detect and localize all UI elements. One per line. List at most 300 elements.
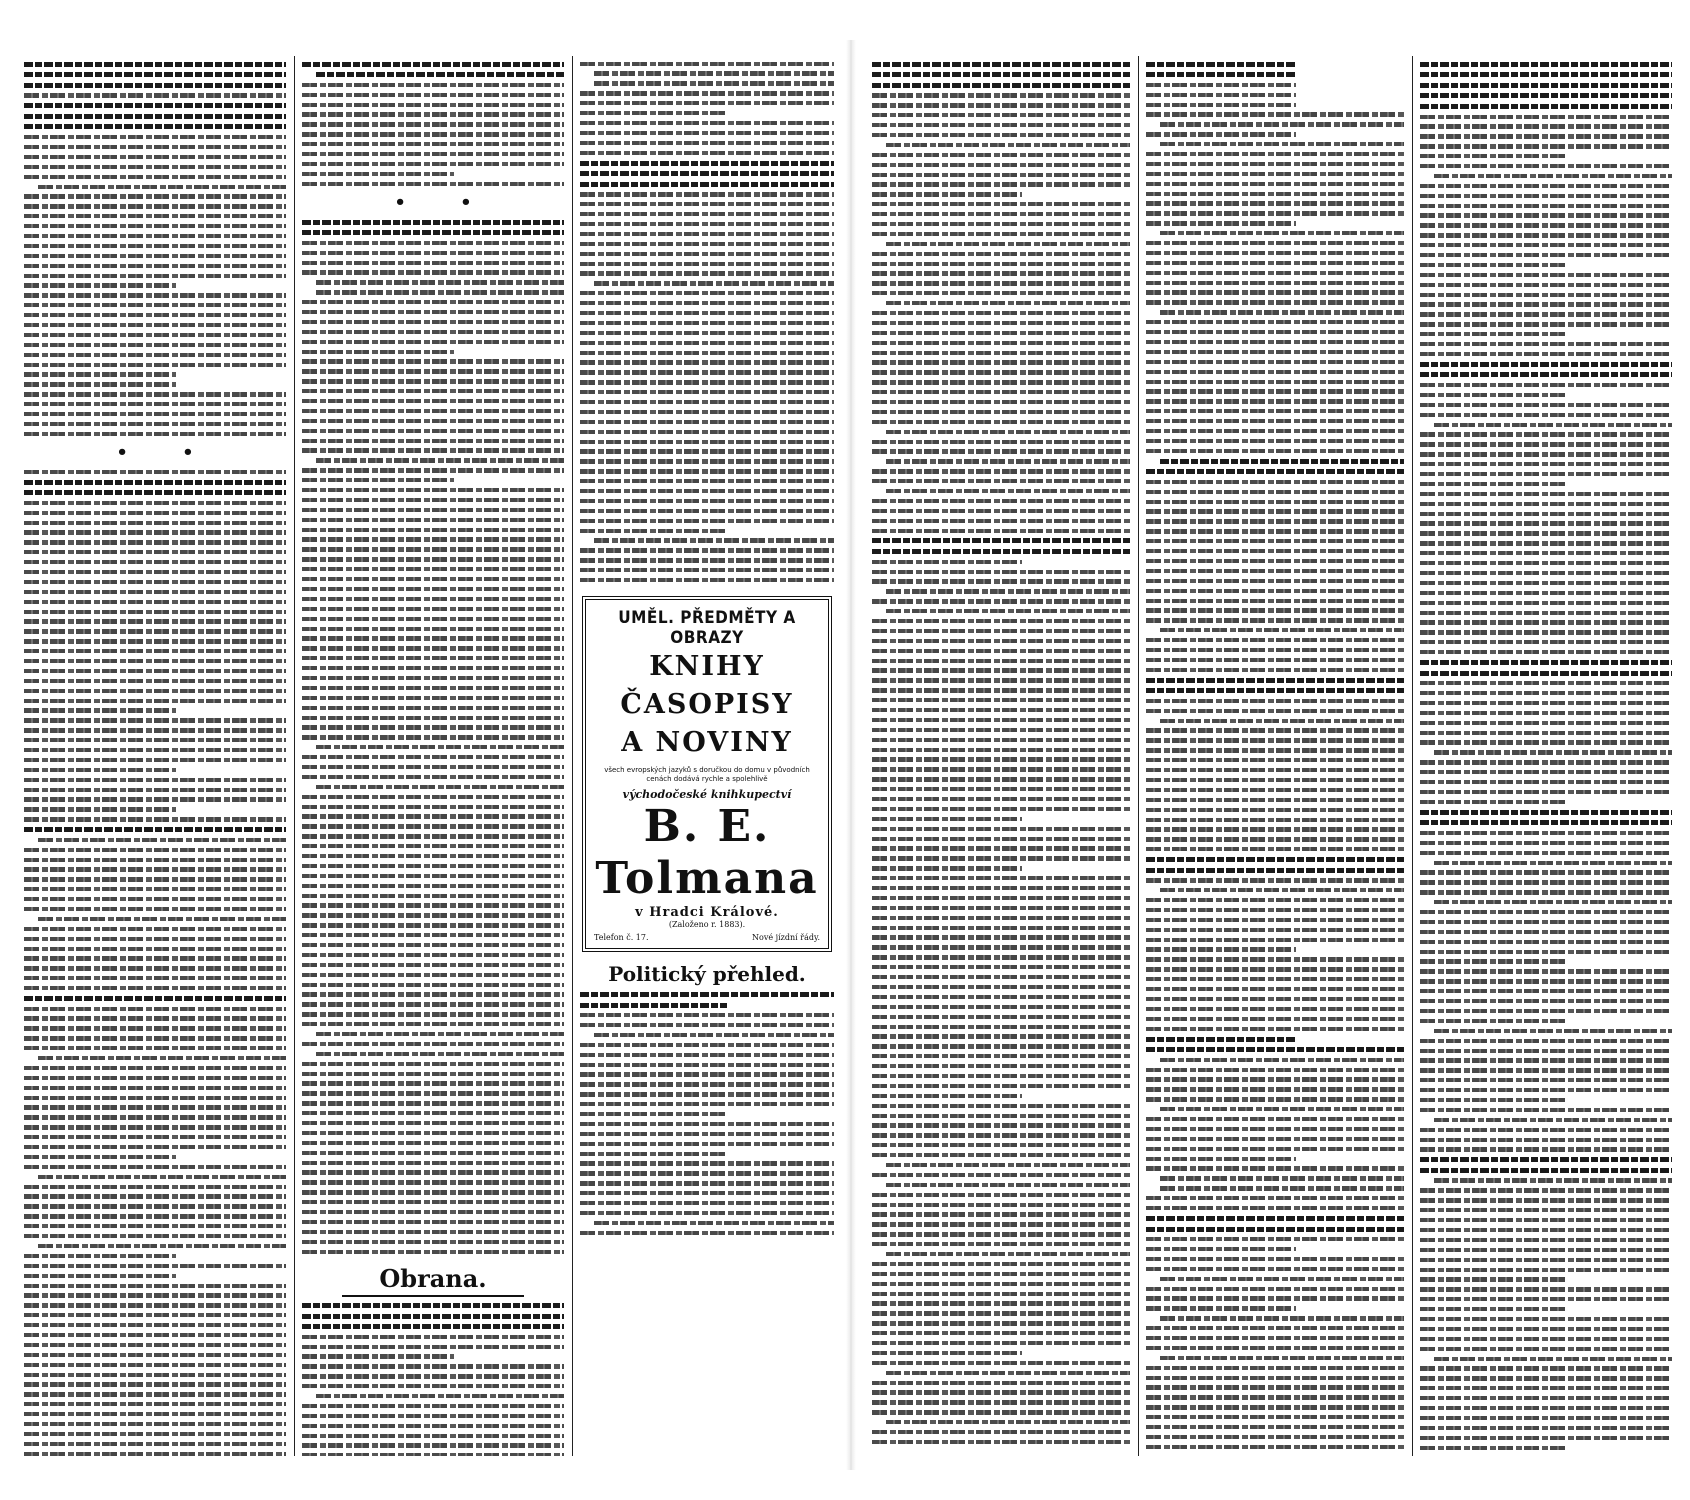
text-line (872, 62, 1130, 67)
text-line (24, 590, 286, 594)
text-line (872, 1361, 1130, 1365)
text-line (872, 1054, 1130, 1058)
text-line (302, 656, 564, 660)
text-line (302, 1012, 564, 1016)
text-line (1420, 492, 1672, 496)
text-line (1420, 959, 1566, 963)
text-line (24, 214, 286, 218)
text-line (1420, 134, 1672, 138)
text-line (580, 222, 834, 226)
text-line (580, 182, 834, 187)
left-page (24, 56, 834, 1456)
text-line (302, 1170, 564, 1174)
text-line (872, 410, 1130, 414)
text-line (24, 293, 286, 297)
text-line (302, 270, 564, 274)
text-line (872, 262, 1130, 266)
text-line (580, 252, 834, 256)
text-line (886, 1420, 1130, 1424)
text-line (302, 1364, 564, 1368)
text-line (1420, 531, 1672, 535)
text-line (24, 1373, 286, 1377)
text-line (1420, 83, 1672, 88)
text-line (302, 468, 564, 472)
text-line (1146, 469, 1404, 474)
text-line (302, 725, 564, 729)
text-line (1420, 591, 1672, 595)
text-line (580, 489, 834, 493)
text-line (24, 1313, 286, 1317)
text-line (872, 935, 1130, 939)
column-rule (572, 56, 573, 1456)
text-line (24, 1224, 286, 1228)
text-line (580, 390, 834, 394)
text-line (24, 1363, 286, 1367)
text-line (1146, 350, 1404, 354)
text-line (1420, 601, 1672, 605)
text-line (1420, 243, 1672, 247)
text-line (580, 1063, 834, 1067)
text-line (872, 945, 1130, 949)
text-line (872, 1410, 1130, 1414)
text-line (1146, 967, 1404, 971)
text-line (580, 161, 834, 166)
text-line (24, 372, 176, 376)
text-line (1146, 62, 1296, 67)
text-line (580, 509, 834, 513)
text-line (1420, 620, 1672, 624)
text-line (1146, 638, 1404, 642)
text-line (1420, 910, 1672, 914)
text-line (594, 538, 834, 542)
text-line (302, 1072, 564, 1076)
text-line (1160, 1316, 1404, 1320)
text-line (1420, 1426, 1672, 1430)
text-line (302, 478, 454, 482)
text-line (872, 1440, 1130, 1444)
text-line (24, 1115, 286, 1119)
text-line (24, 1234, 286, 1238)
text-line (24, 560, 286, 564)
text-line (1146, 559, 1404, 563)
text-line (1146, 509, 1404, 513)
text-line (886, 143, 1130, 147)
text-line (24, 234, 286, 238)
text-block (580, 62, 834, 583)
text-line (302, 1414, 564, 1418)
text-line (872, 1084, 1130, 1088)
text-line (1420, 72, 1672, 77)
text-line (302, 854, 564, 858)
text-line (24, 1274, 176, 1278)
text-line (1146, 380, 1404, 384)
text-line (302, 182, 564, 186)
text-line (302, 241, 564, 245)
text-line (1420, 1068, 1672, 1072)
text-line (872, 688, 1130, 692)
text-line (886, 609, 1130, 613)
text-line (1146, 738, 1404, 742)
text-line (872, 708, 1130, 712)
text-line (872, 390, 1130, 394)
text-line (886, 1371, 1130, 1375)
text-line (1420, 1376, 1672, 1380)
section-heading-obrana: Obrana. (379, 1263, 487, 1293)
text-line (24, 1264, 286, 1268)
text-line (580, 262, 834, 266)
text-line (580, 420, 834, 424)
text-line (1420, 273, 1672, 277)
text-line (872, 1301, 1130, 1305)
text-line (302, 963, 564, 967)
text-line (872, 1212, 1130, 1216)
text-line (302, 923, 564, 927)
text-line (580, 529, 727, 533)
text-line (872, 1381, 1130, 1385)
text-line (1146, 370, 1404, 374)
text-line (872, 728, 1130, 732)
text-line (1146, 360, 1404, 364)
text-line (1420, 1039, 1672, 1043)
text-line (1146, 201, 1404, 205)
text-line (302, 557, 564, 561)
text-line (1420, 452, 1672, 456)
right-column-1 (872, 56, 1130, 1456)
text-line (1420, 194, 1672, 198)
text-line (872, 1311, 1130, 1315)
text-line (872, 579, 1130, 583)
text-line (1420, 731, 1672, 735)
text-line (1420, 352, 1672, 356)
text-line (24, 333, 286, 337)
text-line (580, 141, 834, 145)
text-line (872, 1400, 1130, 1404)
text-line (302, 1404, 564, 1408)
text-line (24, 382, 176, 386)
text-line (872, 718, 1130, 722)
section-separator: • • (394, 191, 496, 213)
text-line (24, 530, 286, 534)
text-line (1146, 1415, 1404, 1419)
text-line (1434, 900, 1672, 904)
text-line (302, 83, 564, 87)
text-line (580, 1102, 834, 1106)
text-line (24, 1007, 286, 1011)
text-line (24, 1204, 286, 1208)
text-line (302, 1062, 564, 1066)
text-line (872, 1430, 1130, 1434)
text-line (580, 459, 834, 463)
text-line (1146, 798, 1404, 802)
text-line (1146, 938, 1404, 942)
text-line (1146, 788, 1404, 792)
text-line (1146, 539, 1404, 543)
text-line (302, 992, 564, 996)
text-line (580, 578, 834, 582)
text-line (24, 659, 286, 663)
text-line (1420, 233, 1672, 237)
text-line (24, 343, 286, 347)
text-line (1420, 950, 1672, 954)
text-block (580, 992, 834, 1235)
text-line (24, 797, 286, 801)
text-line (872, 906, 1130, 910)
text-line (1146, 1395, 1404, 1399)
text-line (1420, 551, 1672, 555)
text-line (1146, 93, 1296, 97)
text-line (24, 124, 286, 129)
text-line (302, 1384, 564, 1388)
text-line (302, 251, 564, 255)
text-line (24, 1066, 286, 1070)
text-line (302, 666, 564, 670)
text-line (1420, 1347, 1672, 1351)
text-line (872, 519, 1130, 523)
text-line (872, 916, 1130, 920)
text-line (316, 1394, 564, 1398)
text-line (580, 469, 834, 473)
text-line (580, 1201, 834, 1205)
text-line (1420, 502, 1672, 506)
text-line (302, 824, 564, 828)
text-line (1434, 1357, 1672, 1361)
text-line (1146, 987, 1404, 991)
book-gutter (846, 40, 856, 1470)
text-line (1420, 721, 1672, 725)
text-line (1420, 660, 1672, 665)
text-line (872, 1074, 1130, 1078)
text-line (1146, 908, 1404, 912)
text-line (302, 1161, 564, 1165)
text-line (302, 706, 564, 710)
text-line (24, 254, 286, 258)
text-line (580, 232, 834, 236)
text-line (1420, 1258, 1672, 1262)
text-line (1146, 1097, 1404, 1101)
text-line (580, 301, 834, 305)
text-line (1146, 251, 1404, 255)
text-line (24, 986, 286, 990)
text-line (1146, 211, 1404, 215)
text-line (24, 580, 286, 584)
text-line (24, 412, 286, 416)
text-line (302, 389, 564, 393)
text-line (872, 1232, 1130, 1236)
text-line (872, 846, 1130, 850)
text-line (886, 589, 1130, 593)
text-line (1146, 878, 1404, 882)
text-line (1146, 1007, 1404, 1011)
text-line (1420, 204, 1672, 208)
text-line (1420, 890, 1672, 894)
text-line (302, 874, 564, 878)
text-line (872, 965, 1130, 969)
text-line (580, 1191, 834, 1195)
text-line (872, 360, 1130, 364)
text-line (872, 1015, 1130, 1019)
text-line (1146, 112, 1404, 116)
text-line (302, 1091, 564, 1095)
text-line (24, 1432, 286, 1436)
text-line (1146, 808, 1404, 812)
text-line (1146, 1376, 1404, 1380)
text-line (302, 567, 564, 571)
text-line (1420, 1098, 1566, 1102)
text-line (1160, 1176, 1404, 1180)
text-line (1146, 928, 1404, 932)
text-line (872, 659, 1130, 663)
text-line (24, 490, 286, 495)
text-line (1160, 628, 1404, 632)
text-line (1146, 490, 1404, 494)
text-line (872, 1025, 1130, 1029)
text-line (302, 834, 564, 838)
text-line (580, 242, 834, 246)
text-line (24, 114, 286, 119)
text-line (302, 409, 564, 413)
text-line (1160, 888, 1404, 892)
text-line (1146, 1117, 1404, 1121)
text-line (1420, 1168, 1672, 1173)
text-line (1420, 1198, 1672, 1202)
text-line (580, 1013, 834, 1017)
text-line (872, 420, 1130, 424)
text-line (1146, 748, 1404, 752)
text-line (24, 1026, 286, 1030)
text-line (24, 103, 286, 108)
text-line (1420, 403, 1672, 407)
text-line (872, 757, 1130, 761)
text-line (1420, 322, 1672, 326)
text-line (302, 755, 564, 759)
text-line (302, 350, 454, 354)
text-line (1146, 1147, 1404, 1151)
text-line (302, 1453, 564, 1456)
text-line (1420, 442, 1672, 446)
text-line (1420, 93, 1672, 98)
text-line (1146, 83, 1296, 87)
text-line (1420, 1307, 1566, 1311)
text-line (872, 440, 1130, 444)
text-line (886, 1252, 1130, 1256)
text-line (302, 597, 564, 601)
text-line (1146, 898, 1404, 902)
text-line (1420, 760, 1672, 764)
text-line (302, 627, 564, 631)
text-line (872, 271, 1130, 275)
text-line (1420, 115, 1672, 119)
text-line (1420, 332, 1566, 336)
text-line (24, 283, 176, 287)
text-line (1146, 608, 1404, 612)
text-line (302, 261, 564, 265)
text-line (302, 537, 564, 541)
text-line (580, 410, 834, 414)
text-line (1160, 122, 1404, 126)
text-line (1146, 1366, 1404, 1370)
text-line (24, 708, 176, 712)
text-line (1146, 271, 1404, 275)
text-line (302, 913, 564, 917)
column-rule (294, 56, 295, 1456)
text-line (24, 877, 286, 881)
text-line (872, 1193, 1130, 1197)
text-line (302, 142, 564, 146)
text-line (1146, 868, 1404, 873)
text-line (872, 291, 1130, 295)
text-line (1146, 340, 1404, 344)
text-line (24, 1016, 286, 1020)
text-line (580, 1053, 834, 1057)
text-line (872, 1064, 1130, 1068)
ad-town: v Hradci Králové. (635, 905, 779, 921)
text-line (302, 1324, 564, 1329)
text-line (24, 363, 286, 367)
text-line (302, 686, 564, 690)
text-line (1420, 263, 1566, 267)
text-line (302, 903, 564, 907)
text-line (1420, 1446, 1566, 1450)
text-line (1420, 989, 1672, 993)
text-line (24, 610, 286, 614)
text-line (1420, 462, 1672, 466)
text-line (1146, 529, 1404, 533)
text-line (302, 636, 564, 640)
text-line (1420, 691, 1672, 695)
text-line (24, 887, 286, 891)
text-line (302, 1151, 564, 1155)
text-line (316, 72, 564, 77)
text-line (872, 400, 1130, 404)
text-line (24, 679, 286, 683)
text-line (872, 182, 1130, 186)
text-line (1420, 184, 1672, 188)
text-line (24, 1452, 286, 1456)
text-line (1146, 429, 1404, 433)
text-line (302, 103, 564, 107)
text-line (1434, 1029, 1672, 1033)
text-line (24, 848, 286, 852)
text-line (872, 222, 1130, 226)
text-line (302, 676, 564, 680)
text-line (872, 380, 1130, 384)
text-line (1146, 1405, 1404, 1409)
text-line (1420, 571, 1672, 575)
text-line (872, 777, 1130, 781)
text-line (872, 321, 1130, 325)
text-line (1146, 668, 1404, 672)
text-line (24, 718, 286, 722)
text-line (872, 767, 1130, 771)
text-line (316, 1032, 564, 1036)
text-line (1146, 1287, 1404, 1291)
text-line (1146, 1196, 1404, 1200)
bookstore-advertisement (582, 596, 832, 952)
text-line (872, 678, 1130, 682)
text-line (872, 975, 1130, 979)
text-line (302, 1354, 454, 1358)
text-line (872, 212, 1130, 216)
ad-company-name: B. E. Tolmana (595, 801, 819, 905)
text-line (1420, 1366, 1672, 1370)
text-line (580, 111, 727, 115)
text-line (24, 145, 286, 149)
text-line (1146, 261, 1404, 265)
text-line (1420, 831, 1672, 835)
text-line (872, 817, 1022, 821)
text-line (1420, 1128, 1672, 1132)
text-line (872, 370, 1130, 374)
